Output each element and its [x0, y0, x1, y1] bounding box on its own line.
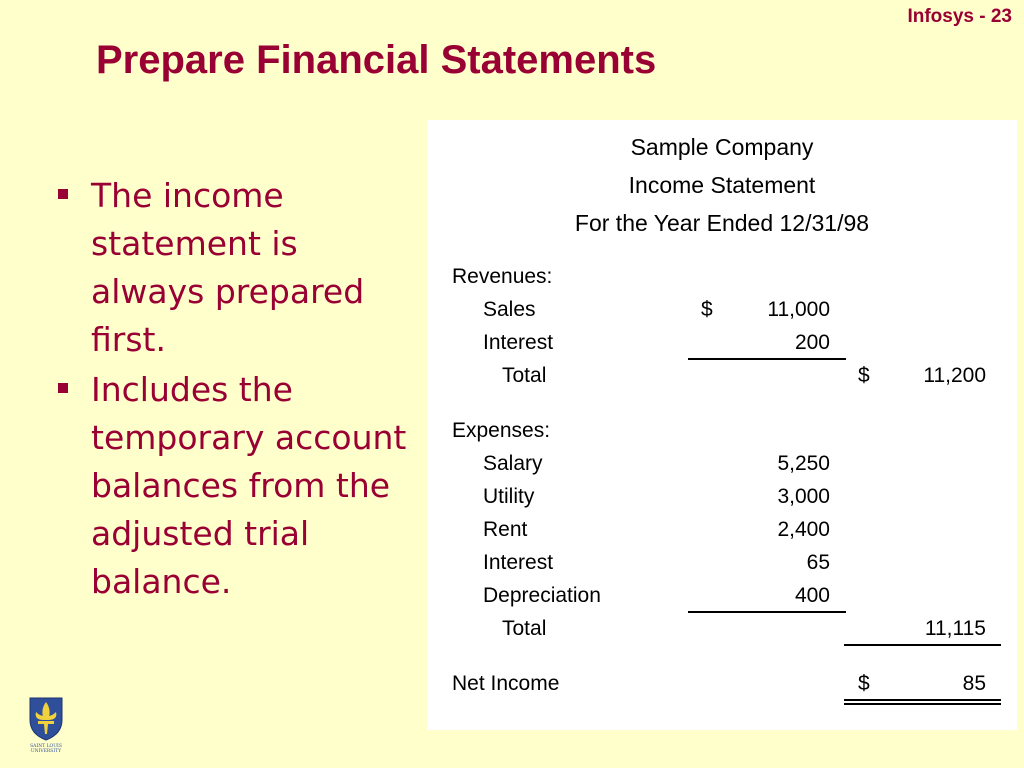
bullet-item [58, 172, 408, 364]
currency-symbol: $ [858, 364, 870, 387]
university-logo [22, 690, 70, 754]
revenues-label: Revenues: [452, 265, 553, 288]
expense-rent-amount: 2,400 [777, 518, 830, 541]
company-name: Sample Company [630, 134, 814, 160]
svg-text:SAINT LOUIS: SAINT LOUIS [30, 744, 62, 749]
expense-interest-amount: 65 [806, 551, 830, 574]
revenue-interest-label: Interest [483, 331, 554, 354]
bullet-text: Includes the temporary account balances from the adjusted trial balance. [91, 370, 407, 601]
slide-number: Infosys - 23 [907, 6, 1012, 27]
statement-period: For the Year Ended 12/31/98 [574, 210, 870, 236]
revenues-total-amount: 11,200 [923, 364, 986, 387]
revenue-sales-label: Sales [483, 298, 536, 321]
net-income-amount: 85 [962, 672, 986, 695]
expense-salary-label: Salary [483, 452, 543, 475]
currency-symbol: $ [701, 298, 713, 321]
total-rule [844, 644, 1001, 646]
revenue-interest-amount: 200 [794, 331, 830, 354]
square-bullet-icon [58, 383, 68, 393]
subtotal-rule [688, 611, 846, 613]
expense-interest-label: Interest [483, 551, 554, 574]
income-statement-panel [427, 120, 1017, 730]
expense-salary-amount: 5,250 [777, 452, 830, 475]
bullet-text: The income statement is always prepared first. [91, 176, 365, 359]
square-bullet-icon [58, 189, 68, 199]
expense-depreciation-amount: 400 [794, 584, 830, 607]
svg-text:UNIVERSITY: UNIVERSITY [30, 749, 62, 754]
expense-depreciation-label: Depreciation [483, 584, 601, 607]
expenses-total-label: Total [502, 617, 547, 640]
currency-symbol: $ [858, 672, 870, 695]
expense-utility-amount: 3,000 [777, 485, 830, 508]
fleur-de-lis-shield-icon [22, 690, 70, 754]
slide-title: Prepare Financial Statements [96, 38, 657, 82]
expense-rent-label: Rent [483, 518, 528, 541]
double-rule-top [844, 699, 1001, 701]
expense-utility-label: Utility [483, 485, 535, 508]
double-rule-bottom [844, 703, 1001, 705]
bullet-item [58, 366, 408, 606]
expenses-total-amount: 11,115 [924, 617, 986, 640]
expenses-label: Expenses: [452, 419, 551, 442]
revenue-sales-amount: 11,000 [767, 298, 830, 321]
bullet-list [58, 172, 408, 608]
statement-name: Income Statement [628, 172, 816, 198]
net-income-label: Net Income [452, 672, 560, 695]
subtotal-rule [688, 358, 846, 360]
revenues-total-label: Total [502, 364, 547, 387]
